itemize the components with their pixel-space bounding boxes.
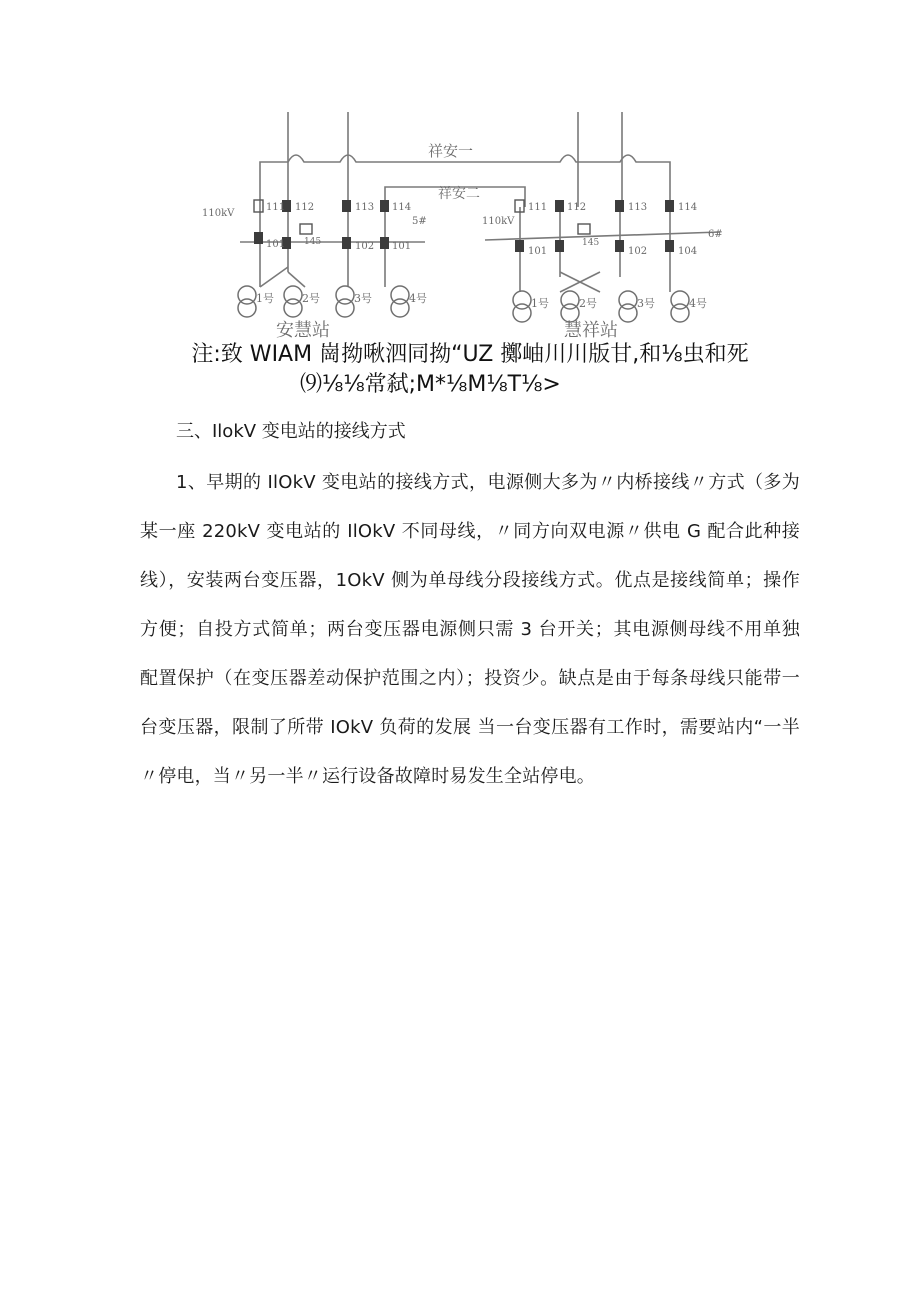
label-sw-111a: 111 (266, 202, 286, 213)
label-sw-114a: 114 (392, 202, 412, 213)
label-sw-114b: 114 (678, 202, 698, 213)
label-sw-113b: 113 (628, 202, 648, 213)
label-sw-145b: 145 (582, 238, 600, 248)
label-sw-112b: 112 (567, 202, 587, 213)
label-transformer-3b: 3号 (637, 297, 655, 310)
label-right-station: 慧祥站 (564, 320, 618, 341)
label-left-bus: 110kV (202, 208, 235, 219)
label-line-top: 祥安一 (428, 142, 474, 160)
label-sw-112a: 112 (295, 202, 315, 213)
label-transformer-2b: 2号 (579, 297, 597, 310)
section-heading: 三、IlokV 变电站的接线方式 (176, 421, 406, 442)
label-sw-111b: 111 (528, 202, 548, 213)
section-paragraph: 1、早期的 IlOkV 变电站的接线方式，电源侧大多为〃内桥接线〃方式（多为某一座 220kV 变电站的 IlOkV 不同母线，〃同方向双电源〃供电 G 配合此种接线），安装两台变压器，1OkV 侧为单母线分段接线方式。优点是接线简单；操作方便；自投方式简单；两台变压器电源侧只需 3 台开关；其电源侧母线不用单独配置保护（在变压器差动保护范围之内）；投资少。缺点是由于每条母线只能带一台变压器，限制了所带 IOkV 负荷的发展 当一台变压器有工作时，需要站内“一半〃停电，当〃另一半〃运行设备故障时易发生全站停电。 (140, 472, 800, 787)
label-sw-102b: 102 (628, 246, 648, 257)
note-line-2: ⑼⅛⅛常弑;M*⅛M⅛T⅛> (300, 372, 561, 397)
label-sw-101b: 101 (392, 241, 412, 252)
label-sw-113a: 113 (355, 202, 375, 213)
label-bus-end-left: 5# (412, 216, 427, 227)
label-sw-104: 104 (678, 246, 698, 257)
label-right-bus: 110kV (482, 216, 515, 227)
label-left-station: 安慧站 (276, 320, 330, 341)
wiring-diagram (200, 112, 740, 342)
wiring-diagram-figure (200, 112, 740, 342)
label-transformer-1b: 1号 (531, 297, 549, 310)
label-transformer-2a: 2号 (302, 292, 320, 305)
label-line-mid: 祥安二 (438, 186, 480, 202)
label-bus-end-right: 6# (708, 229, 723, 240)
label-transformer-1a: 1号 (256, 292, 274, 305)
label-transformer-4a: 4号 (409, 292, 427, 305)
label-transformer-4b: 4号 (689, 297, 707, 310)
label-sw-101c: 101 (528, 246, 548, 257)
label-sw-145a: 145 (304, 237, 322, 247)
label-sw-102a: 102 (355, 241, 375, 252)
note-line-1: 注:致 WIAM 崗拗啾泗同拗“UZ 擲岫川川版甘,和⅛虫和死 (191, 342, 749, 367)
label-sw-101a: 101 (266, 239, 286, 250)
label-transformer-3a: 3号 (354, 292, 372, 305)
figure-note (140, 340, 800, 400)
